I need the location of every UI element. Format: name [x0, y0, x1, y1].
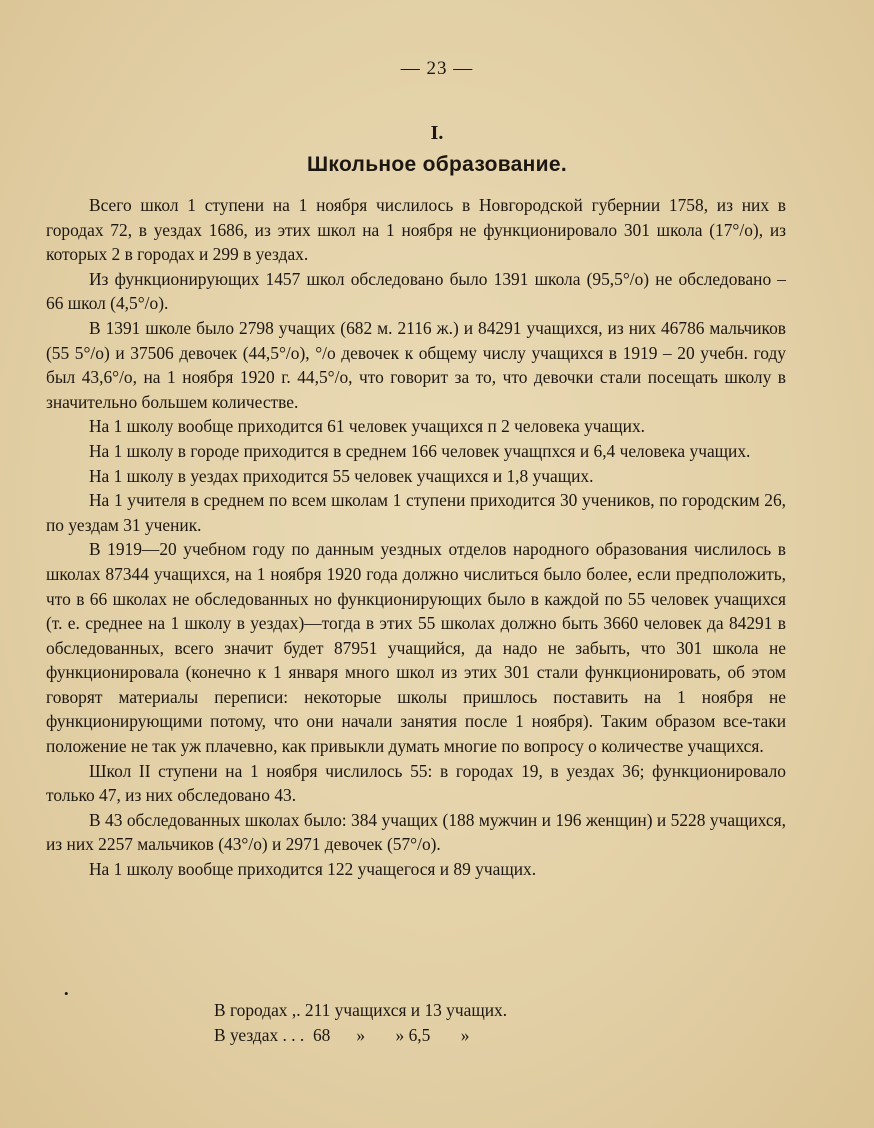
paragraph: На 1 школу вообще приходится 122 учащегося и 89 учащих.: [89, 859, 537, 880]
paragraph: В 1919—20 учебном году по данным уездных отделов народного образования числилось в школах 87344 учащихся, на 1 ноября 1920 года должно числиться было более, если предположить, что в 66 школах не обследованных но функционирующих было в каждой по 55 человек учащихся (т. е. среднее на 1 школу в уездах)—тогда в этих 55 школах должно быть 3660 человек да 84291 в обследованных, всего значит будет 87951 учащийся, да надо не забыть, что 301 школа не функционировала (конечно к 1 января много школ из этих 301 стали функционировать, об этом говорят материалы переписи: некоторые школы пришлось поставить на 1 ноября не функционирующими потому, что они начали занятия после 1 ноября). Таким образом все-таки положение не так уж плачевно, как привыкли думать многие по вопросу о количестве учащихся.: [46, 539, 786, 757]
paragraph: На 1 школу вообще приходится 61 человек учащихся п 2 человека учащих.: [89, 416, 646, 437]
paragraph: Всего школ 1 ступени на 1 ноября числилось в Новгородской губернии 1758, из них в городах 72, в уездах 1686, из этих школ на 1 ноября не функционировало 301 школа (17°/о), из которых 2 в городах и 299 в уездах.: [46, 195, 786, 265]
table-row: В уездах . . . 68 » » 6,5 »: [214, 1025, 470, 1045]
bullet-mark: •: [64, 986, 69, 1001]
body-text: [46, 193, 786, 882]
table-row: В городах ,. 211 учащихся и 13 учащих.: [214, 1000, 508, 1020]
section-title: Школьное образование.: [307, 153, 567, 176]
paragraph: Школ II ступени на 1 ноября числилось 55: в городах 19, в уездах 36; функционировало только 47, из них обследовано 43.: [46, 760, 786, 806]
paragraph: На 1 школу в уездах приходится 55 человек учащихся и 1,8 учащих.: [89, 465, 594, 486]
paragraph: В 1391 школе было 2798 учащих (682 м. 2116 ж.) и 84291 учащихся, из них 46786 мальчиков (55 5°/о) и 37506 девочек (44,5°/о), °/о девочек к общему числу учащихся в 1919 – 20 учебн. году был 43,6°/о, на 1 ноября 1920 г. 44,5°/о, что говорит за то, что девочки стали посещать школу в значительно большем количестве.: [46, 317, 786, 412]
paragraph: На 1 учителя в среднем по всем школам 1 ступени приходится 30 учеников, по городским 26, по уездам 31 ученик.: [46, 490, 786, 535]
section-numeral: I.: [430, 122, 444, 144]
paragraph: Из функционирующих 1457 школ обследовано было 1391 школа (95,5°/о) не обследовано – 66 школ (4,5°/о).: [46, 268, 786, 314]
paragraph: На 1 школу в городе приходится в среднем 166 человек учащпхся и 6,4 человека учащих.: [89, 440, 751, 461]
page-number: — 23 —: [400, 58, 474, 79]
paragraph: В 43 обследованных школах было: 384 учащих (188 мужчин и 196 женщин) и 5228 учащихся, из них 2257 мальчиков (43°/о) и 2971 девочек (57°/о).: [46, 809, 786, 855]
